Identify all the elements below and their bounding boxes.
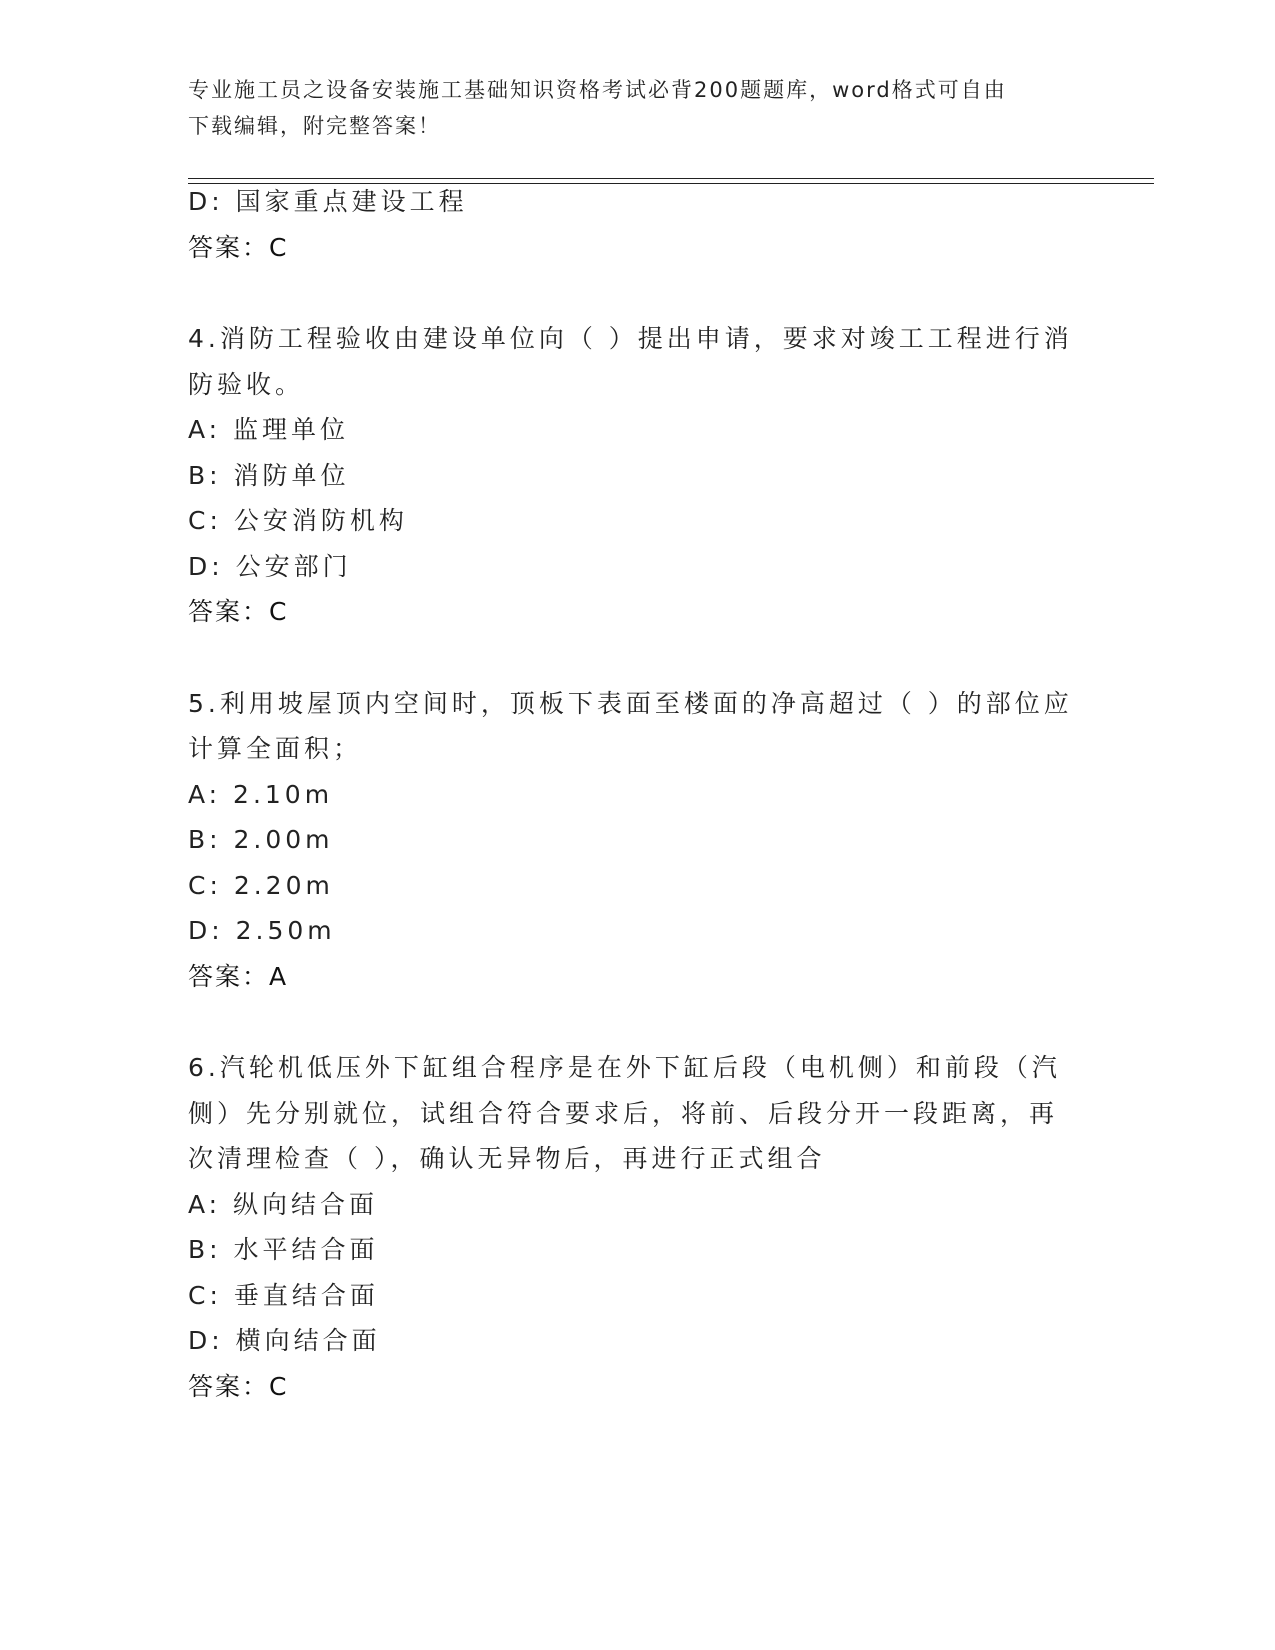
question-list — [188, 179, 1088, 1409]
question-stem: 计算全面积； — [188, 734, 363, 763]
question-stem: 防验收。 — [188, 369, 305, 399]
option-c: C: 2.20m — [188, 870, 334, 900]
option-a: A: 监理单位 — [188, 415, 350, 444]
option-b: B: 消防单位 — [188, 460, 350, 490]
option-b: B: 2.00m — [188, 825, 334, 854]
answer-line: 答案：C — [188, 1371, 289, 1401]
option-d: D: 横向结合面 — [188, 1326, 381, 1355]
question-stem: 5.利用坡屋顶内空间时，顶板下表面至楼面的净高超过（ ）的部位应 — [188, 688, 1073, 718]
option-a: A: 纵向结合面 — [188, 1189, 379, 1219]
option-a: A: 2.10m — [188, 779, 334, 809]
answer-line: 答案：C — [188, 232, 289, 262]
spacer — [188, 635, 1088, 681]
option-c: C: 垂直结合面 — [188, 1280, 379, 1310]
header-line-2: 下载编辑，附完整答案！ — [188, 114, 441, 138]
option-d: D: 公安部门 — [188, 551, 352, 581]
answer-line: 答案：A — [188, 961, 289, 991]
option-b: B: 水平结合面 — [188, 1235, 379, 1264]
option-d: D: 2.50m — [188, 916, 336, 945]
question-stem: 6.汽轮机低压外下缸组合程序是在外下缸后段（电机侧）和前段（汽 — [188, 1053, 1061, 1082]
option-d: D: 国家重点建设工程 — [188, 187, 468, 216]
question-stem: 侧）先分别就位，试组合符合要求后，将前、后段分开一段距离，再 — [188, 1098, 1059, 1128]
spacer — [188, 270, 1088, 316]
question-stem: 4.消防工程验收由建设单位向（ ）提出申请，要求对竣工工程进行消 — [188, 324, 1073, 353]
question-stem: 次清理检查（ ），确认无异物后，再进行正式组合 — [188, 1144, 826, 1173]
header-line-1: 专业施工员之设备安装施工基础知识资格考试必背200题题库，word格式可自由 — [188, 78, 1007, 102]
document-header — [188, 72, 1068, 144]
answer-line: 答案：C — [188, 597, 289, 626]
spacer — [188, 999, 1088, 1045]
option-c: C: 公安消防机构 — [188, 506, 408, 535]
